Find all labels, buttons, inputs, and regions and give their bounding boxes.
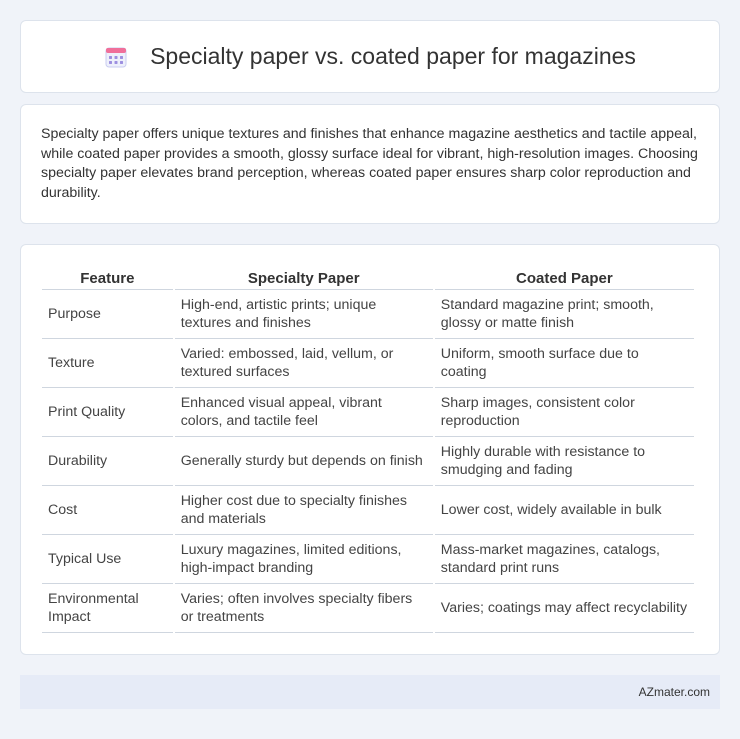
coated-paper-cell: Standard magazine print; smooth, glossy or matte finish: [435, 290, 694, 339]
feature-cell: Environmental Impact: [42, 584, 173, 633]
table-row: [42, 437, 694, 486]
specialty-paper-cell: Varies; often involves specialty fibers or treatments: [175, 584, 433, 633]
table-row: [42, 486, 694, 535]
specialty-paper-cell: Enhanced visual appeal, vibrant colors, and tactile feel: [175, 388, 433, 437]
intro-card: [20, 104, 720, 224]
specialty-paper-cell: High-end, artistic prints; unique textures and finishes: [175, 290, 433, 339]
coated-paper-cell: Highly durable with resistance to smudging and fading: [435, 437, 694, 486]
feature-cell: Print Quality: [42, 388, 173, 437]
feature-cell: Durability: [42, 437, 173, 486]
feature-cell: Cost: [42, 486, 173, 535]
coated-paper-cell: Varies; coatings may affect recyclability: [435, 584, 694, 633]
feature-cell: Purpose: [42, 290, 173, 339]
specialty-paper-cell: Higher cost due to specialty finishes and materials: [175, 486, 433, 535]
table-row: [42, 290, 694, 339]
table-header-row: [42, 265, 694, 290]
specialty-paper-cell: Generally sturdy but depends on finish: [175, 437, 433, 486]
intro-paragraph: Specialty paper offers unique textures and finishes that enhance magazine aesthetics and tactile appeal, while coated paper provides a smooth, glossy surface ideal for vibrant, high-resolution images. Choosing specialty paper elevates brand perception, whereas coated paper ensures sharp color reproduction and durability.: [41, 126, 698, 201]
coated-paper-cell: Sharp images, consistent color reproduction: [435, 388, 694, 437]
specialty-paper-cell: Luxury magazines, limited editions, high-impact branding: [175, 535, 433, 584]
table-row: [42, 535, 694, 584]
table-row: [42, 388, 694, 437]
column-header-specialty-paper: Specialty Paper: [175, 265, 433, 290]
coated-paper-cell: Uniform, smooth surface due to coating: [435, 339, 694, 388]
table-row: [42, 584, 694, 633]
column-header-coated-paper: Coated Paper: [435, 265, 694, 290]
table-row: [42, 339, 694, 388]
feature-cell: Texture: [42, 339, 173, 388]
page-title: Specialty paper vs. coated paper for magazines: [150, 43, 636, 69]
coated-paper-cell: Mass-market magazines, catalogs, standard print runs: [435, 535, 694, 584]
coated-paper-cell: Lower cost, widely available in bulk: [435, 486, 694, 535]
footer-bar: [20, 675, 720, 709]
column-header-feature: Feature: [42, 265, 173, 290]
specialty-paper-cell: Varied: embossed, laid, vellum, or textured surfaces: [175, 339, 433, 388]
footer-site-name: AZmater.com: [638, 685, 710, 699]
header-card: [20, 20, 720, 93]
calendar-icon: [104, 45, 128, 69]
header-inner: [104, 43, 636, 70]
feature-cell: Typical Use: [42, 535, 173, 584]
comparison-table: [40, 265, 696, 633]
comparison-table-card: [20, 244, 720, 655]
